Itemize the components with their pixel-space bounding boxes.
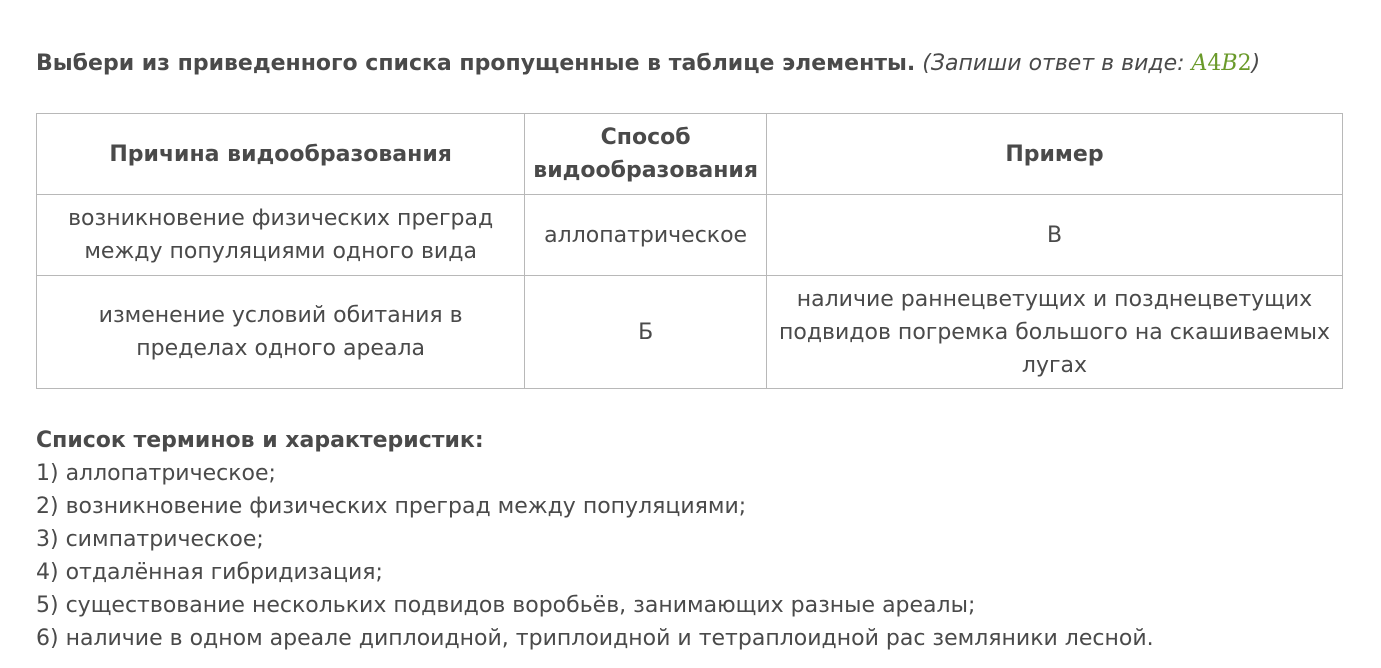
table-row [37, 276, 1343, 389]
header-cause: Причина видообразования [37, 114, 525, 195]
list-item: 6) наличие в одном ареале диплоидной, триплоидной и тетраплоидной рас земляники лесной. [36, 626, 1154, 651]
terms-list [36, 424, 1154, 655]
answer-sample-b: B [1221, 51, 1238, 76]
list-item: 1) аллопатрическое; [36, 461, 276, 486]
task-main-text: Выбери из приведенного списка пропущенные в таблице элементы. [36, 51, 916, 76]
list-item: 3) симпатрическое; [36, 527, 264, 552]
answer-sample-4: 4 [1207, 51, 1222, 76]
list-item: 2) возникновение физических преград между популяциями; [36, 494, 747, 519]
list-item: 4) отдалённая гибридизация; [36, 560, 383, 585]
speciation-table [36, 113, 1343, 389]
table-cell-method: Б [525, 276, 767, 389]
task-hint [922, 51, 1260, 76]
terms-title: Список терминов и характеристик: [36, 428, 484, 453]
task-hint-suffix: ) [1251, 51, 1261, 76]
task-hint-prefix: (Запиши ответ в виде: [922, 51, 1192, 76]
answer-format-sample [1192, 51, 1252, 76]
table-cell-method: аллопатрическое [525, 195, 767, 276]
list-item: 5) существование нескольких подвидов воробьёв, занимающих разные ареалы; [36, 593, 976, 618]
header-example: Пример [766, 114, 1342, 195]
answer-sample-a: A [1191, 51, 1208, 76]
table-row [37, 195, 1343, 276]
table-cell-cause: изменение условий обитания в пределах одного ареала [37, 276, 525, 389]
answer-sample-2: 2 [1237, 51, 1252, 76]
table-cell-example: наличие раннецветущих и позднецветущих подвидов погремка большого на скашиваемых лугах [766, 276, 1342, 389]
task-statement [36, 49, 1260, 79]
table-cell-cause: возникновение физических преград между популяциями одного вида [37, 195, 525, 276]
table-cell-example: В [766, 195, 1342, 276]
header-method: Способ видообразования [525, 114, 767, 195]
table-header-row [37, 114, 1343, 195]
